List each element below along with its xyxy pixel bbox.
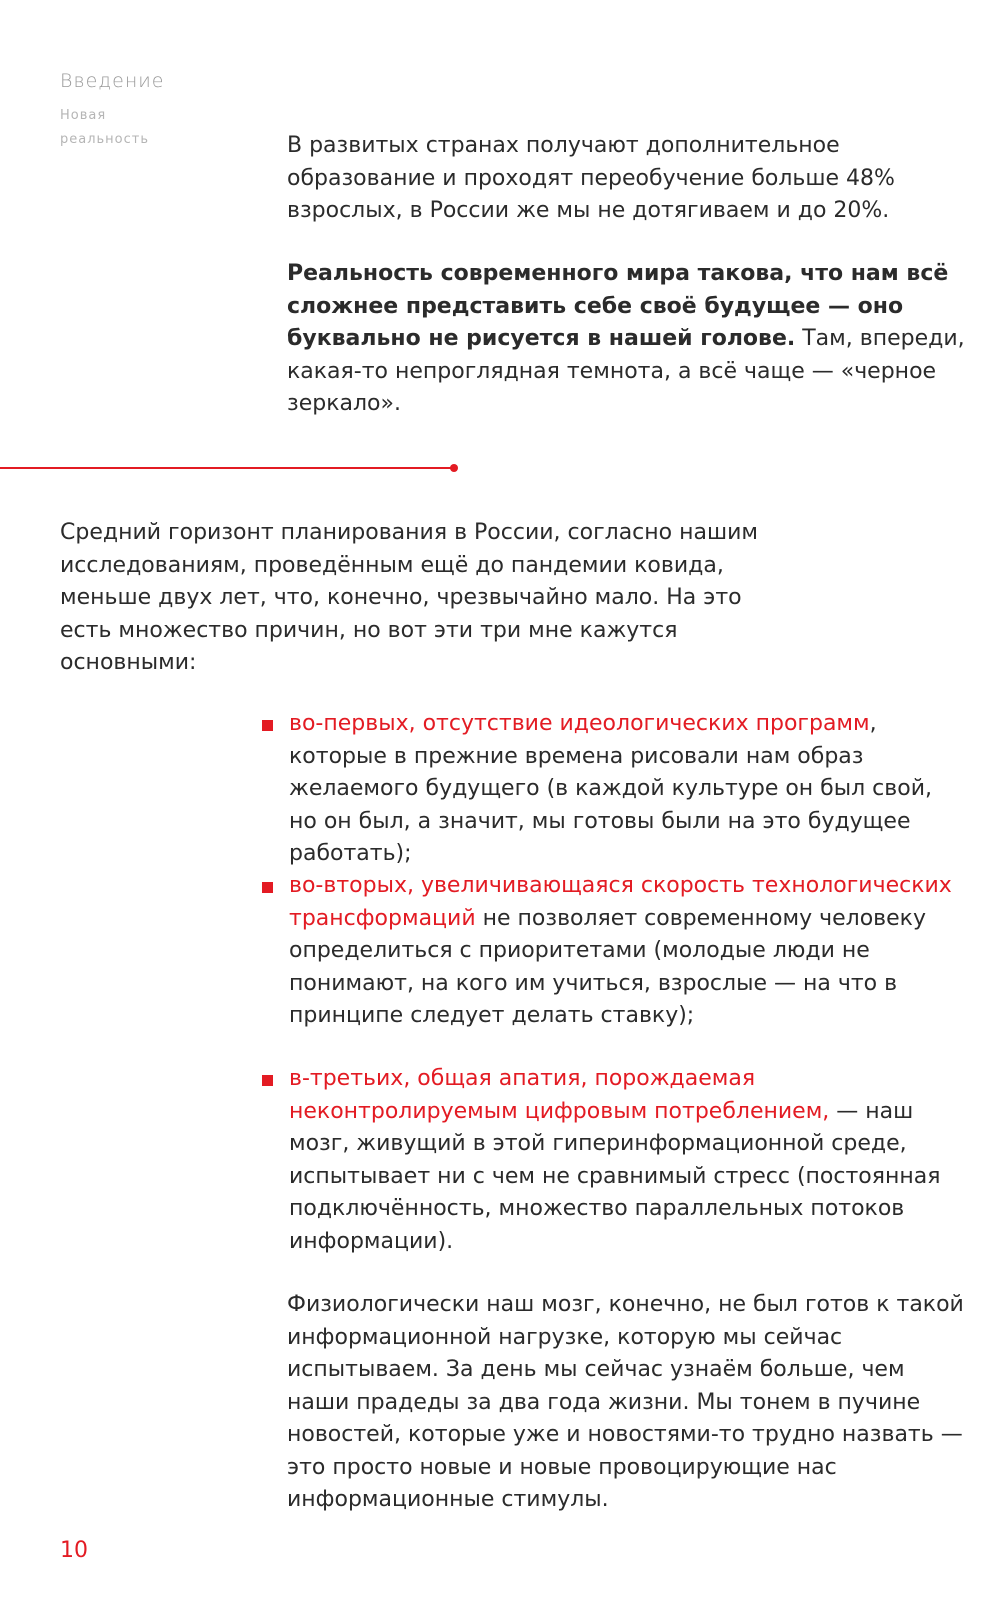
paragraph-2-rest: Там, впереди, какая-то непроглядная темнота, а всё чаще — «черное зеркало». xyxy=(287,326,965,416)
list-item-text xyxy=(289,1063,961,1258)
list-item-text xyxy=(289,708,961,871)
section-title-line-2: реальность xyxy=(60,132,150,147)
red-divider xyxy=(0,467,455,469)
page-number: 10 xyxy=(60,1538,88,1563)
list-item-rest: не позволяет современному человеку определиться с приоритетами (молодые люди не понимают, на кого им учиться, взрослые — на что в принципе следует делать ставку); xyxy=(289,905,926,1028)
list-item-rest: , которые в прежние времена рисовали нам образ желаемого будущего (в каждой культуре он был свой, но он был, а значит, мы готовы были на это будущее работать); xyxy=(289,711,932,866)
paragraph-2-bold: Реальность современного мира такова, что нам всё сложнее представить себе своё будущее — оно буквально не рисуется в нашей голове. xyxy=(287,261,949,351)
red-divider-dot xyxy=(450,464,458,472)
list-item-highlight: в-третьих, общая апатия, порождаемая неконтролируемым цифровым потреблением, xyxy=(289,1066,830,1124)
bullet-square-icon xyxy=(262,882,273,893)
running-header xyxy=(60,70,164,152)
list-item-highlight: во-первых, отсутствие идеологических программ xyxy=(289,711,870,736)
list-item-rest: — наш мозг, живущий в этой гиперинформационной среде, испытывает ни с чем не сравнимый стресс (постоянная подключённость, множество параллельных потоков информации). xyxy=(289,1098,941,1254)
paragraph-3: Средний горизонт планирования в России, согласно нашим исследованиям, проведённым ещё до пандемии ковида, меньше двух лет, что, конечно, чрезвычайно мало. На это есть множество причин, но вот эти три мне кажутся основными: xyxy=(60,520,759,675)
section-title xyxy=(60,104,164,152)
bullet-square-icon xyxy=(262,1075,273,1086)
paragraph-4: Физиологически наш мозг, конечно, не был готов к такой информационной нагрузке, которую мы сейчас испытываем. За день мы сейчас узнаём больше, чем наши прадеды за два года жизни. Мы тонем в пучине новостей, которые уже и новостями-то трудно назвать — это просто новые и новые провоцирующие нас информационные стимулы. xyxy=(287,1292,964,1512)
bullet-square-icon xyxy=(262,720,273,731)
list-item-text xyxy=(289,870,961,1033)
paragraph-2 xyxy=(287,258,967,421)
section-title-line-1: Новая xyxy=(60,108,107,123)
chapter-title: Введение xyxy=(60,70,165,92)
paragraph-1: В развитых странах получают дополнительное образование и проходят переобучение больше 48% взрослых, в России же мы не дотягиваем и до 20%. xyxy=(287,133,895,223)
list-item-highlight: во-вторых, увеличивающаяся скорость технологических трансформаций xyxy=(289,873,952,931)
